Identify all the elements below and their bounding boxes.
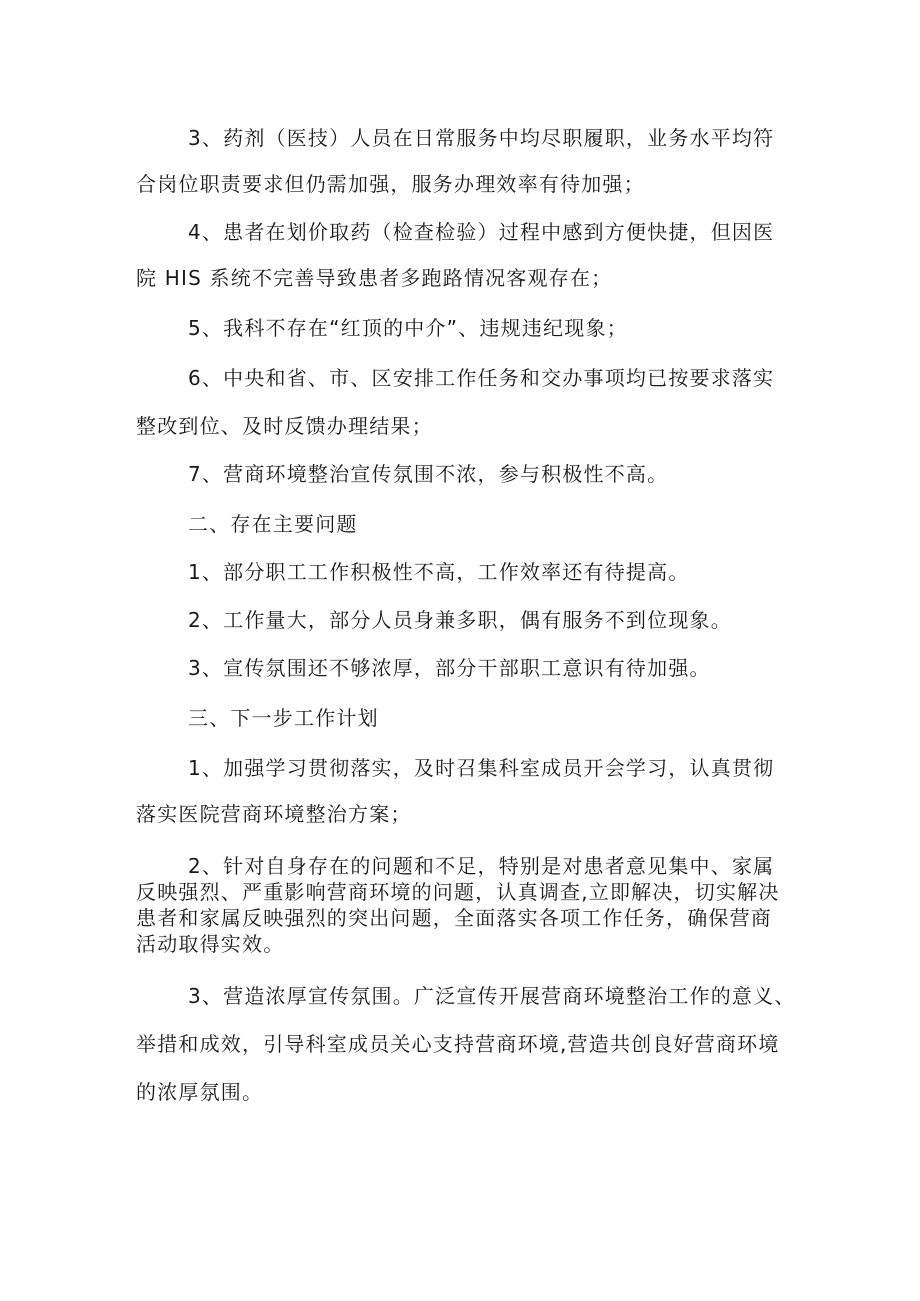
text-line: 院 HIS 系统不完善导致患者多跑路情况客观存在； (136, 266, 613, 290)
text-line: 6、中央和省、市、区安排工作任务和交办事项均已按要求落实 (188, 366, 775, 390)
text-line: 3、药剂（医技）人员在日常服务中均尽职履职，业务水平均符 (188, 126, 775, 150)
text-line: 举措和成效，引导科室成员关心支持营商环境,营造共创良好营商环境 (136, 1032, 780, 1056)
text-line: 的浓厚氛围。 (136, 1080, 264, 1104)
text-line: 4、患者在划价取药（检查检验）过程中感到方便快捷，但因医 (188, 220, 775, 244)
heading-text: 二、存在主要问题 (188, 512, 358, 536)
text-line: 7、营商环境整治宣传氛围不浓，参与积极性不高。 (188, 462, 669, 486)
text-line: 3、宣传氛围还不够浓厚，部分干部职工意识有待加强。 (188, 656, 711, 680)
text-line: 落实医院营商环境整治方案； (136, 802, 412, 826)
text-line: 活动取得实效。 (136, 932, 285, 956)
text-line: 反映强烈、严重影响营商环境的问题，认真调查,立即解决，切实解决 (136, 880, 780, 904)
text-line: 5、我科不存在“红顶的中介”、违规违纪现象； (188, 316, 628, 340)
text-line: 整改到位、及时反馈办理结果； (136, 414, 433, 438)
text-line: 2、针对自身存在的问题和不足，特别是对患者意见集中、家属 (188, 854, 775, 878)
text-line: 合岗位职责要求但仍需加强，服务办理效率有待加强； (136, 172, 645, 196)
text-line: 3、营造浓厚宣传氛围。广泛宣传开展营商环境整治工作的意义、 (188, 984, 796, 1008)
text-line: 1、加强学习贯彻落实，及时召集科室成员开会学习，认真贯彻 (188, 756, 775, 780)
text-line: 1、部分职工工作积极性不高，工作效率还有待提高。 (188, 560, 690, 584)
text-line: 2、工作量大，部分人员身兼多职，偶有服务不到位现象。 (188, 608, 732, 632)
text-line: 患者和家属反映强烈的突出问题，全面落实各项工作任务，确保营商 (136, 906, 772, 930)
heading-text: 三、下一步工作计划 (188, 706, 379, 730)
